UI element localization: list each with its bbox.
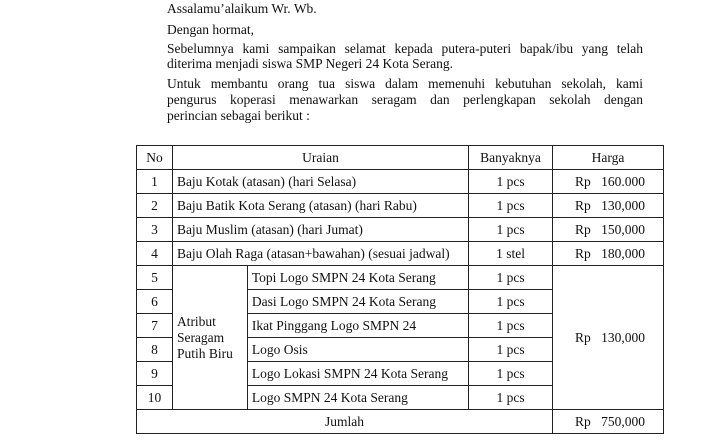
price-value: 130,000 [601, 197, 645, 213]
row-item: Baju Batik Kota Serang (atasan) (hari Rabu) [172, 194, 468, 218]
total-row [137, 410, 664, 434]
paragraph-2-line-2: pengurus koperasi menawarkan seragam dan perlengkapan sekolah dengan [167, 92, 643, 107]
group-label-line: Seragam [176, 329, 225, 345]
row-no: 9 [137, 362, 173, 386]
row-item: Ikat Pinggang Logo SMPN 24 [247, 314, 468, 338]
price-value: 150,000 [601, 221, 645, 237]
row-no: 8 [137, 338, 173, 362]
row-item: Baju Muslim (atasan) (hari Jumat) [172, 218, 468, 242]
header-harga: Harga [553, 146, 664, 170]
row-item: Logo SMPN 24 Kota Serang [247, 386, 468, 410]
paragraph-2-line-3: perincian sebagai berikut : [167, 108, 310, 123]
group-label [172, 266, 247, 410]
paragraph-1-line-2: diterima menjadi siswa SMP Negeri 24 Kota Serang. [167, 56, 453, 71]
group-label-line: Atribut [176, 313, 216, 329]
row-qty: 1 pcs [469, 170, 553, 194]
row-price [553, 218, 664, 242]
price-value: 130,000 [601, 329, 645, 345]
table-row [137, 194, 664, 218]
header-uraian: Uraian [172, 146, 468, 170]
table-row [137, 266, 664, 290]
row-qty: 1 pcs [469, 314, 553, 338]
row-item: Baju Olah Raga (atasan+bawahan) (sesuai jadwal) [172, 242, 468, 266]
header-banyaknya: Banyaknya [469, 146, 553, 170]
row-no: 3 [137, 218, 173, 242]
price-table [136, 145, 664, 434]
currency-label: Rp [575, 173, 591, 189]
row-price [553, 170, 664, 194]
group-price [553, 266, 664, 410]
row-no: 7 [137, 314, 173, 338]
row-item: Topi Logo SMPN 24 Kota Serang [247, 266, 468, 290]
row-qty: 1 pcs [469, 194, 553, 218]
row-qty: 1 pcs [469, 266, 553, 290]
header-no: No [137, 146, 173, 170]
row-item: Logo Osis [247, 338, 468, 362]
currency-label: Rp [575, 245, 591, 261]
price-value: 180,000 [601, 245, 645, 261]
row-item: Baju Kotak (atasan) (hari Selasa) [172, 170, 468, 194]
row-qty: 1 stel [469, 242, 553, 266]
table-row [137, 242, 664, 266]
row-qty: 1 pcs [469, 218, 553, 242]
row-qty: 1 pcs [469, 290, 553, 314]
table-header-row [137, 146, 664, 170]
row-price [553, 242, 664, 266]
total-label: Jumlah [137, 410, 553, 434]
group-label-line: Putih Biru [176, 345, 233, 361]
paragraph-1-line-1: Sebelumnya kami sampaikan selamat kepada putera-puteri bapak/ibu yang telah [167, 41, 643, 56]
row-qty: 1 pcs [469, 338, 553, 362]
row-qty: 1 pcs [469, 362, 553, 386]
total-value: 750,000 [601, 413, 645, 429]
salutation: Dengan hormat, [167, 22, 254, 37]
row-qty: 1 pcs [469, 386, 553, 410]
row-no: 2 [137, 194, 173, 218]
row-no: 5 [137, 266, 173, 290]
row-no: 1 [137, 170, 173, 194]
row-price [553, 194, 664, 218]
table-row [137, 170, 664, 194]
row-no: 10 [137, 386, 173, 410]
greeting: Assalamu’alaikum Wr. Wb. [167, 1, 317, 16]
currency-label: Rp [575, 197, 591, 213]
row-item: Logo Lokasi SMPN 24 Kota Serang [247, 362, 468, 386]
total-price [553, 410, 664, 434]
currency-label: Rp [575, 221, 591, 237]
row-item: Dasi Logo SMPN 24 Kota Serang [247, 290, 468, 314]
table-row [137, 218, 664, 242]
currency-label: Rp [575, 413, 591, 429]
price-value: 160.000 [601, 173, 645, 189]
row-no: 4 [137, 242, 173, 266]
currency-label: Rp [575, 329, 591, 345]
paragraph-2-line-1: Untuk membantu orang tua siswa dalam memenuhi kebutuhan sekolah, kami [167, 76, 643, 91]
row-no: 6 [137, 290, 173, 314]
